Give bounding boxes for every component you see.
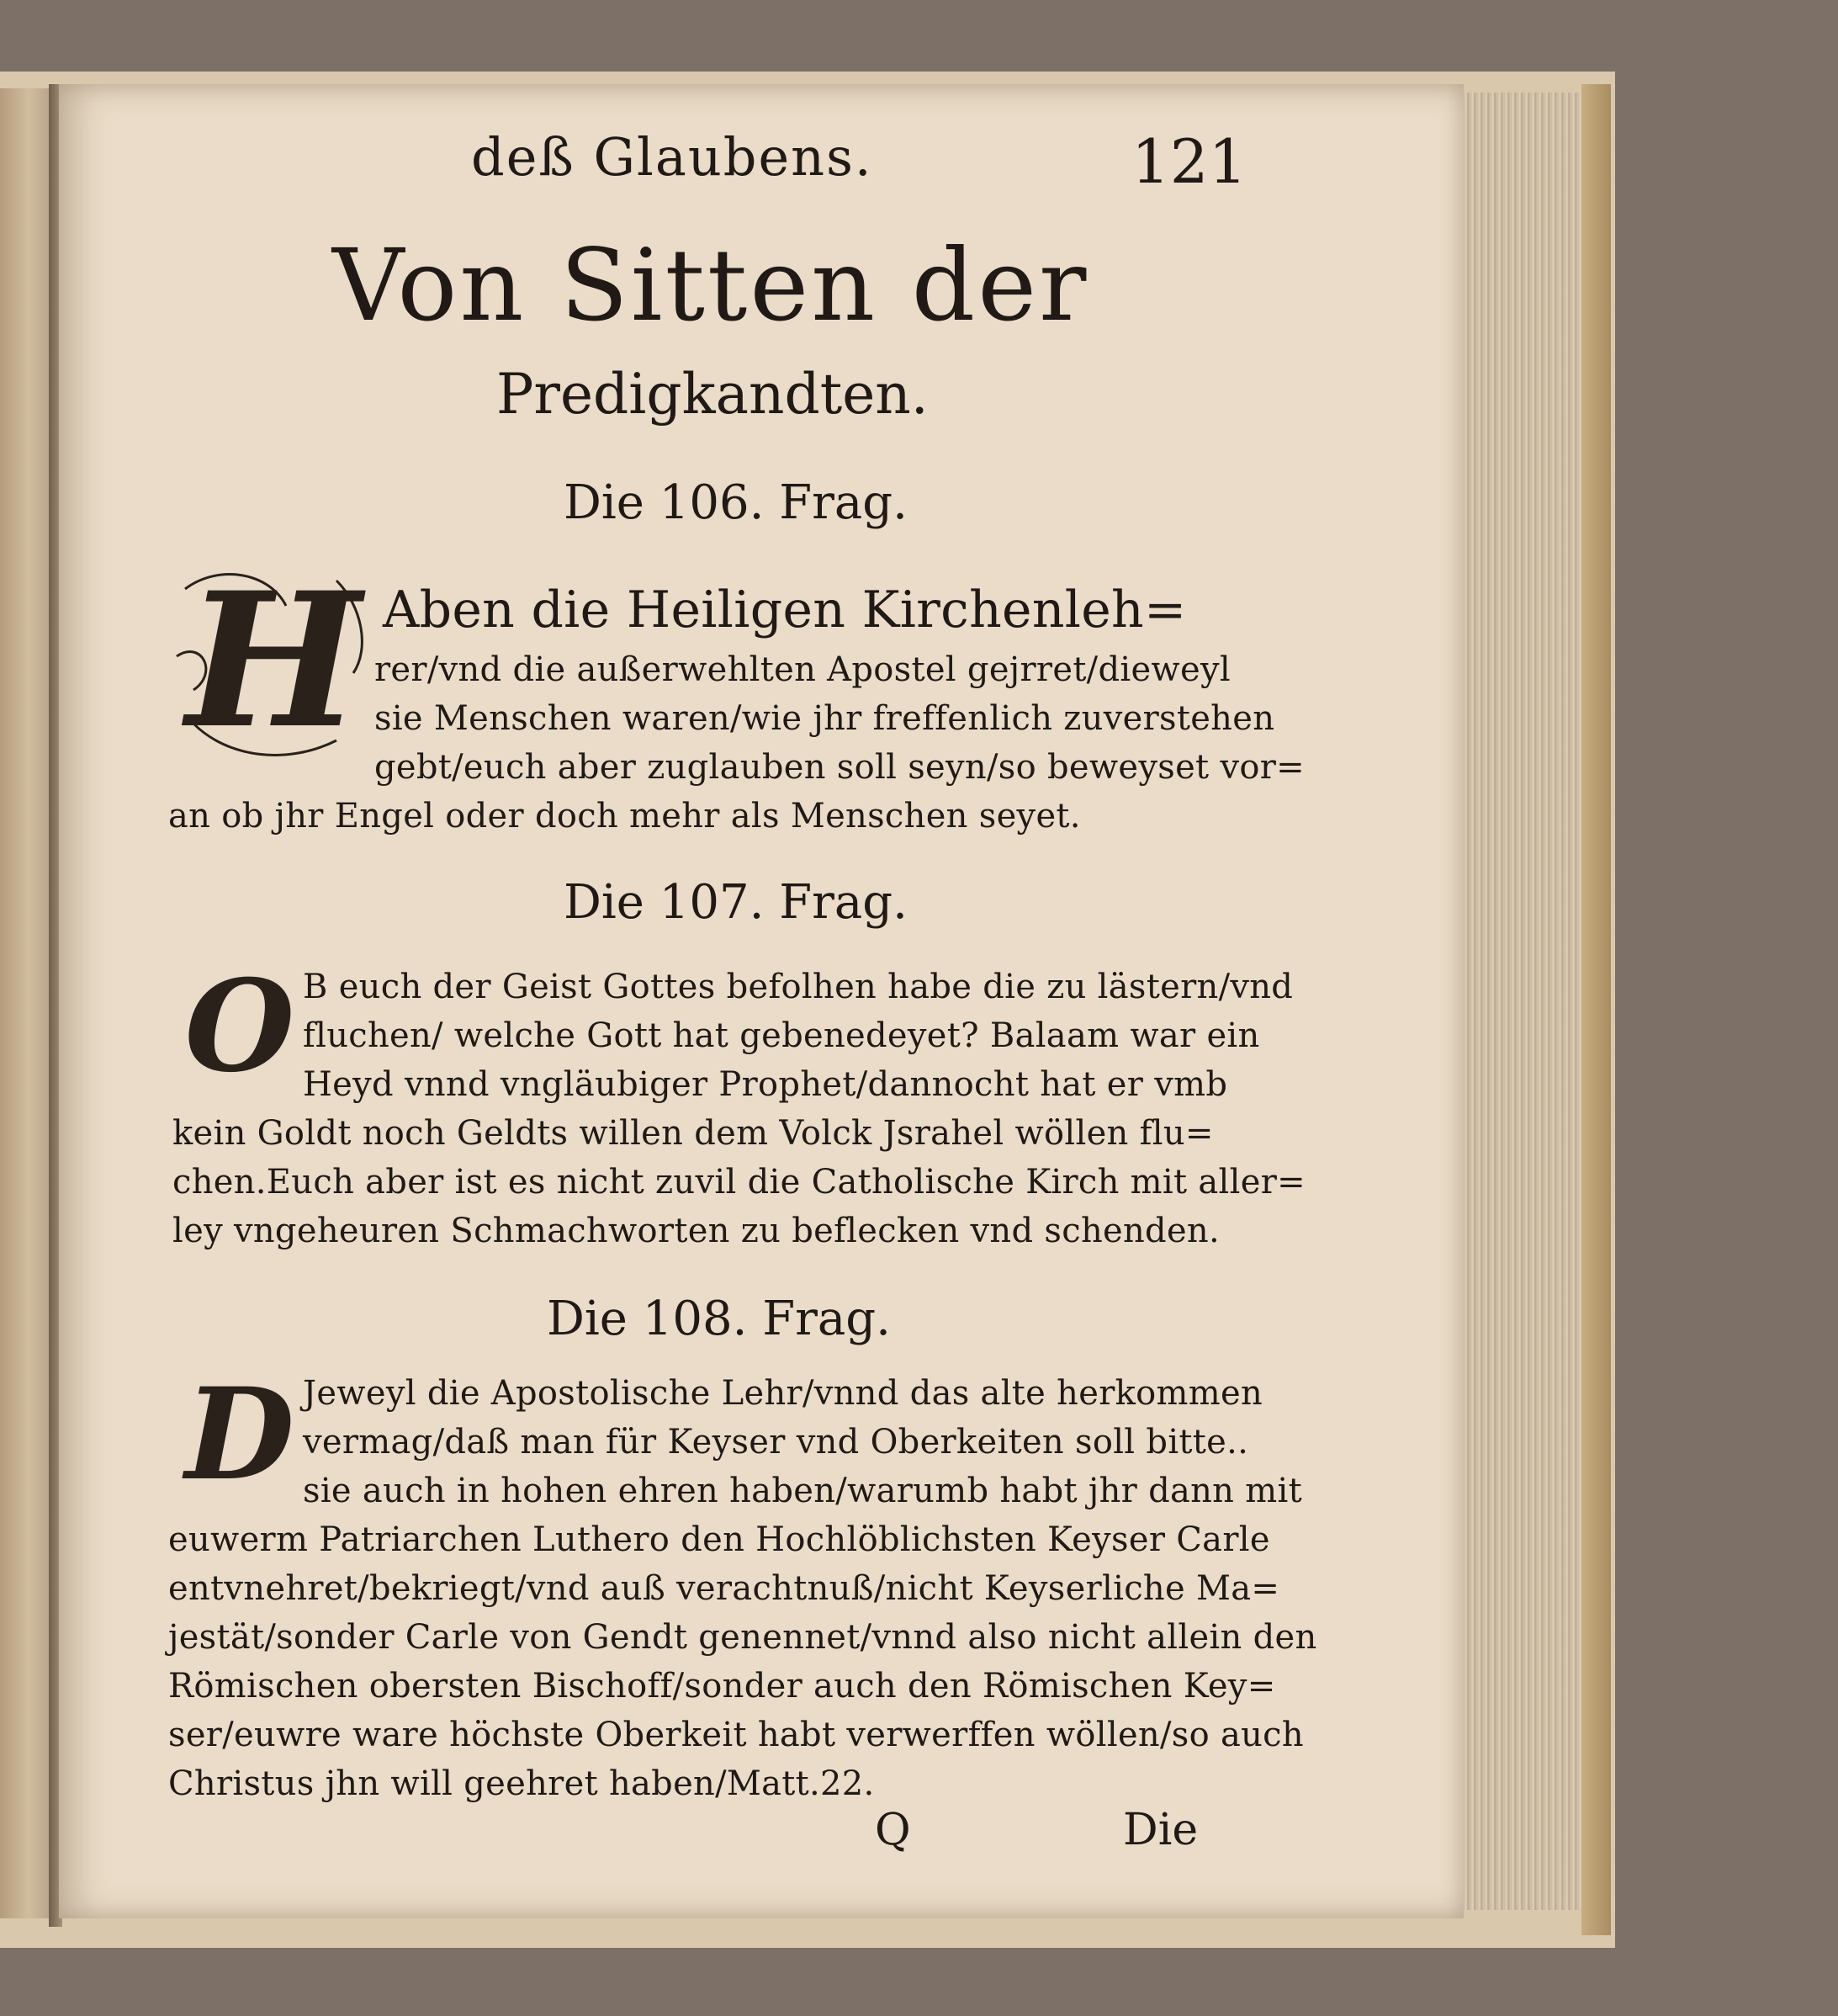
question-106-line-4: gebt/euch aber zuglauben soll seyn/so beweyset vor= bbox=[374, 748, 1305, 787]
decorated-initial-d: D bbox=[184, 1361, 295, 1509]
signature-mark: Q bbox=[875, 1805, 911, 1855]
question-108-line-5: entvnehret/bekriegt/vnd auß verachtnuß/nicht Keyserliche Ma= bbox=[168, 1569, 1280, 1608]
question-107-line-5: chen.Euch aber ist es nicht zuvil die Catholische Kirch mit aller= bbox=[172, 1163, 1306, 1202]
question-108-line-2: vermag/daß man für Keyser vnd Oberkeiten soll bitte.. bbox=[303, 1423, 1249, 1462]
question-106-line-1: Aben die Heiligen Kirchenleh= bbox=[383, 581, 1187, 639]
book-cover-edge bbox=[1581, 84, 1611, 1935]
question-108-line-1: Jeweyl die Apostolische Lehr/vnnd das alte herkommen bbox=[303, 1374, 1263, 1413]
question-107-line-4: kein Goldt noch Geldts willen dem Volck Jsrahel wöllen flu= bbox=[172, 1114, 1214, 1153]
page-edges bbox=[1464, 93, 1586, 1910]
question-108-line-7: Römischen obersten Bischoff/sonder auch den Römischen Key= bbox=[168, 1667, 1276, 1706]
decorated-initial-o: O bbox=[184, 952, 295, 1101]
chapter-subtitle: Predigkandten. bbox=[496, 362, 929, 427]
question-108-line-6: jestät/sonder Carle von Gendt genennet/vnnd also nicht allein den bbox=[168, 1618, 1317, 1657]
question-107-line-2: fluchen/ welche Gott hat gebenedeyet? Balaam war ein bbox=[303, 1016, 1260, 1055]
question-107-line-6: ley vngeheuren Schmachworten zu beflecken vnd schenden. bbox=[172, 1212, 1220, 1250]
question-107-heading: Die 107. Frag. bbox=[564, 875, 908, 930]
question-108-line-9: Christus jhn will geehret haben/Matt.22. bbox=[168, 1764, 875, 1803]
question-108-line-4: euwerm Patriarchen Luthero den Hochlöblichsten Keyser Carle bbox=[168, 1520, 1270, 1559]
page-number: 121 bbox=[1131, 126, 1247, 197]
question-108-line-8: ser/euwre ware höchste Oberkeit habt verwerffen wöllen/so auch bbox=[168, 1716, 1304, 1754]
question-106-line-5: an ob jhr Engel oder doch mehr als Menschen seyet. bbox=[168, 797, 1081, 836]
chapter-title: Von Sitten der bbox=[332, 227, 1089, 343]
question-107-line-1: B euch der Geist Gottes befolhen habe die zu lästern/vnd bbox=[303, 968, 1294, 1006]
question-107-line-3: Heyd vnnd vngläubiger Prophet/dannocht hat er vmb bbox=[303, 1065, 1228, 1104]
question-108-line-3: sie auch in hohen ehren haben/warumb habt jhr dann mit bbox=[303, 1472, 1302, 1510]
question-108-heading: Die 108. Frag. bbox=[547, 1292, 891, 1346]
decorated-initial-h: H bbox=[186, 551, 361, 769]
question-106-heading: Die 106. Frag. bbox=[564, 475, 908, 530]
running-head: deß Glaubens. bbox=[471, 126, 873, 188]
question-106-line-3: sie Menschen waren/wie jhr freffenlich zuverstehen bbox=[374, 699, 1275, 738]
catchword: Die bbox=[1123, 1805, 1199, 1855]
left-page-edge bbox=[0, 88, 52, 1918]
initial-flourish-icon bbox=[168, 551, 379, 774]
question-106-line-2: rer/vnd die außerwehlten Apostel gejrret/dieweyl bbox=[374, 650, 1231, 689]
